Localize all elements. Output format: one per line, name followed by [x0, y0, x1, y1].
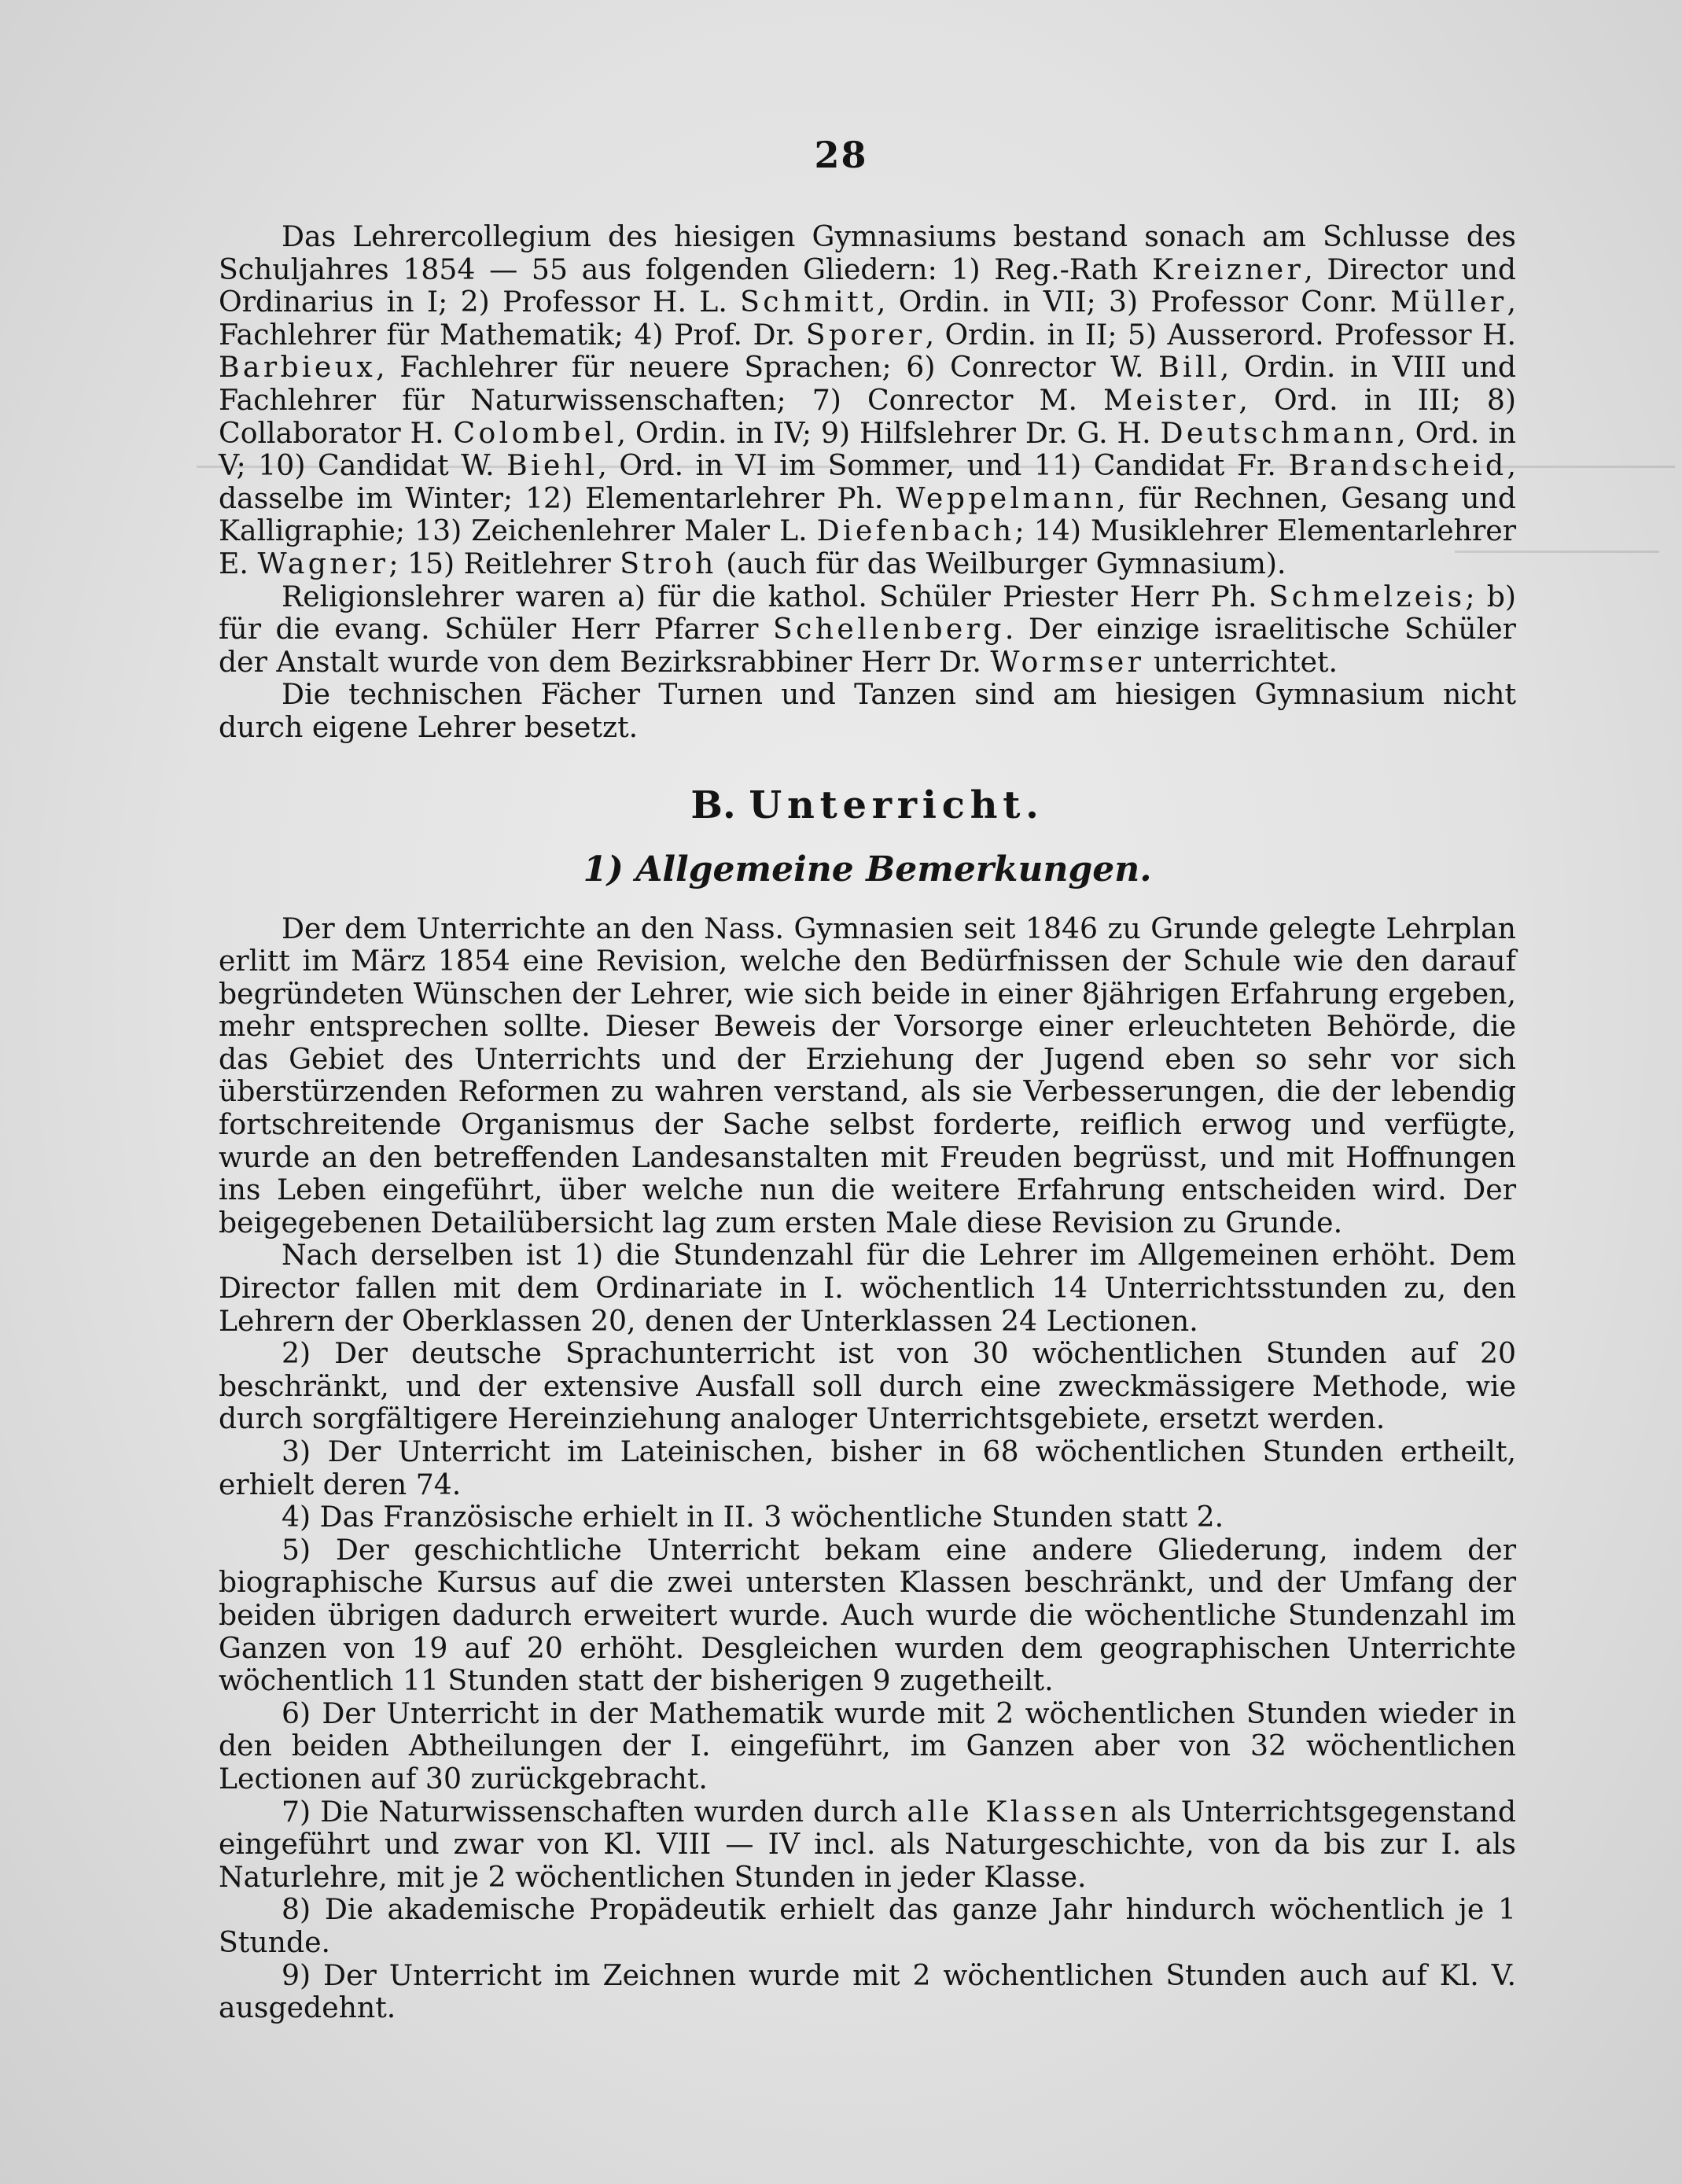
- paragraph-teaching-hours: Nach derselben ist 1) die Stundenzahl für die Lehrer im Allgemeinen erhöht. Dem Director fallen mit dem Ordinariate in I. wöchentlich 14 Unterrichtsstunden zu, den Lehrern der Oberklassen 20, denen der Unterklassen 24 Lectionen.: [219, 1238, 1516, 1338]
- paragraph-latin: 3) Der Unterricht im Lateinischen, bisher in 68 wöchentlichen Stunden ertheilt, erhielt deren 74.: [219, 1435, 1516, 1501]
- name-brandscheid: Brandscheid: [1288, 448, 1507, 483]
- name-stroh: Stroh: [620, 546, 717, 580]
- name-mueller: Müller: [1390, 285, 1507, 319]
- paragraph-mathematics: 6) Der Unterricht in der Mathematik wurde mit 2 wöchentlichen Stunden wieder in den beiden Abtheilungen der I. eingeführt, im Ganzen aber von 32 wöchentlichen Lectionen auf 30 zurückgebracht.: [219, 1696, 1516, 1795]
- name-diefenbach: Diefenbach: [816, 514, 1015, 548]
- name-bill: Bill: [1158, 350, 1220, 385]
- name-wormser: Wormser: [990, 644, 1145, 679]
- name-schmitt: Schmitt: [740, 285, 877, 319]
- name-schmelzeis: Schmelzeis: [1268, 579, 1466, 613]
- section-letter: B.: [690, 783, 736, 827]
- text-block: [219, 220, 1516, 2024]
- paragraph-staff: Das Lehrercollegium des hiesigen Gymnasiums bestand sonach am Schlusse des Schuljahres 1854 — 55 aus folgenden Gliedern: 1) Reg.-Rath Kreizner, Director und Ordinarius in I; 2) Professor H. L. Schmitt, Ordin. in VII; 3) Professor Conr. Müller, Fachlehrer für Mathematik; 4) Prof. Dr. Sporer, Ordin. in II; 5) Ausserord. Professor H. Barbieux, Fachlehrer für neuere Sprachen; 6) Conrector W. Bill, Ordin. in VIII und Fachlehrer für Naturwissenschaften; 7) Conrector M. Meister, Ord. in III; 8) Collaborator H. Colombel, Ordin. in IV; 9) Hilfslehrer Dr. G. H. Deutschmann, Ord. in V; 10) Candidat W. Biehl, Ord. in VI im Sommer, und 11) Candidat Fr. Brandscheid, dasselbe im Winter; 12) Elementarlehrer Ph. Weppelmann, für Rechnen, Gesang und Kalligraphie; 13) Zeichenlehrer Maler L. Diefenbach; 14) Musiklehrer Elementarlehrer E. Wagner; 15) Reitlehrer Stroh (auch für das Weilburger Gymnasium).: [219, 219, 1517, 580]
- paragraph-french: 4) Das Französische erhielt in II. 3 wöchentliche Stunden statt 2.: [282, 1500, 1224, 1534]
- paragraph-natural-sciences: 7) Die Naturwissenschaften wurden durch alle Klassen als Unterrichtsgegenstand eingeführt und zwar von Kl. VIII — IV incl. als Naturgeschichte, von da bis zur I. als Naturlehre, mit je 2 wöchentlichen Stunden in jeder Klasse.: [219, 1794, 1516, 1894]
- paragraph-german: 2) Der deutsche Sprachunterricht ist von 30 wöchentlichen Stunden auf 20 beschränkt, und der extensive Ausfall soll durch eine zweckmässigere Methode, wie durch sorgfältigere Hereinziehung analoger Unterrichtsgebiete, ersetzt werden.: [219, 1336, 1516, 1436]
- paragraph-propaedeutics: 8) Die akademische Propädeutik erhielt das ganze Jahr hindurch wöchentlich je 1 Stunde.: [219, 1892, 1516, 1959]
- name-weppelmann: Weppelmann: [896, 481, 1117, 515]
- name-sporer: Sporer: [805, 317, 926, 352]
- paragraph-drawing: 9) Der Unterricht im Zeichnen wurde mit 2 wöchentlichen Stunden auch auf Kl. V. ausgedehnt.: [219, 1957, 1516, 2025]
- section-heading: [219, 782, 1516, 829]
- name-barbieux: Barbieux: [219, 350, 377, 385]
- paragraph-religion-teachers: Religionslehrer waren a) für die kathol. Schüler Priester Herr Ph. Schmelzeis; b) für die evang. Schüler Herr Pfarrer Schellenberg. Der einzige israelitische Schüler der Anstalt wurde von dem Bezirksrabbiner Herr Dr. Wormser unterrichtet.: [219, 579, 1516, 679]
- name-schellenberg: Schellenberg: [773, 612, 1005, 646]
- name-wagner: Wagner: [257, 546, 389, 580]
- subsection-heading: 1) Allgemeine Bemerkungen.: [583, 849, 1152, 889]
- name-meister: Meister: [1103, 382, 1239, 417]
- paragraph-history: 5) Der geschichtliche Unterricht bekam eine andere Gliederung, indem der biographische Kursus auf die zwei untersten Klassen beschränkt, und der Umfang der beiden übrigen dadurch erweitert wurde. Auch wurde die wöchentliche Stundenzahl im Ganzen von 19 auf 20 erhöht. Desgleichen wurden dem geographischen Unterrichte wöchentlich 11 Stunden statt der bisherigen 9 zugetheilt.: [219, 1532, 1516, 1698]
- page-number: 28: [814, 134, 868, 176]
- section-title: Unterricht.: [749, 783, 1044, 827]
- paragraph-curriculum-revision: Der dem Unterrichte an den Nass. Gymnasien seit 1846 zu Grunde gelegte Lehrplan erlitt im März 1854 eine Revision, welche den Bedürfnissen der Schule wie den darauf begründeten Wünschen der Lehrer, wie sich beide in einer 8jährigen Erfahrung ergeben, mehr entsprechen sollte. Dieser Beweis der Vorsorge einer erleuchteten Behörde, die das Gebiet des Unterrichts und der Erziehung der Jugend eben so sehr vor sich überstürzenden Reformen zu wahren verstand, als sie Verbesserungen, die der lebendig fortschreitende Organismus der Sache selbst forderte, reiflich erwog und verfügte, wurde an den betreffenden Landesanstalten mit Freuden begrüsst, und mit Hoffnungen ins Leben eingeführt, über welche nun die weitere Erfahrung entscheiden wird. Der beigegebenen Detailübersicht lag zum ersten Male diese Revision zu Grunde.: [219, 911, 1516, 1239]
- paragraph-technical-subjects: Die technischen Fächer Turnen und Tanzen sind am hiesigen Gymnasium nicht durch eigene Lehrer besetzt.: [219, 677, 1516, 744]
- name-kreizner: Kreizner: [1152, 252, 1305, 286]
- name-colombel: Colombel: [453, 415, 617, 450]
- name-biehl: Biehl: [506, 448, 598, 483]
- emphasis-all-classes: alle Klassen: [907, 1794, 1121, 1829]
- name-deutschmann: Deutschmann: [1160, 415, 1397, 450]
